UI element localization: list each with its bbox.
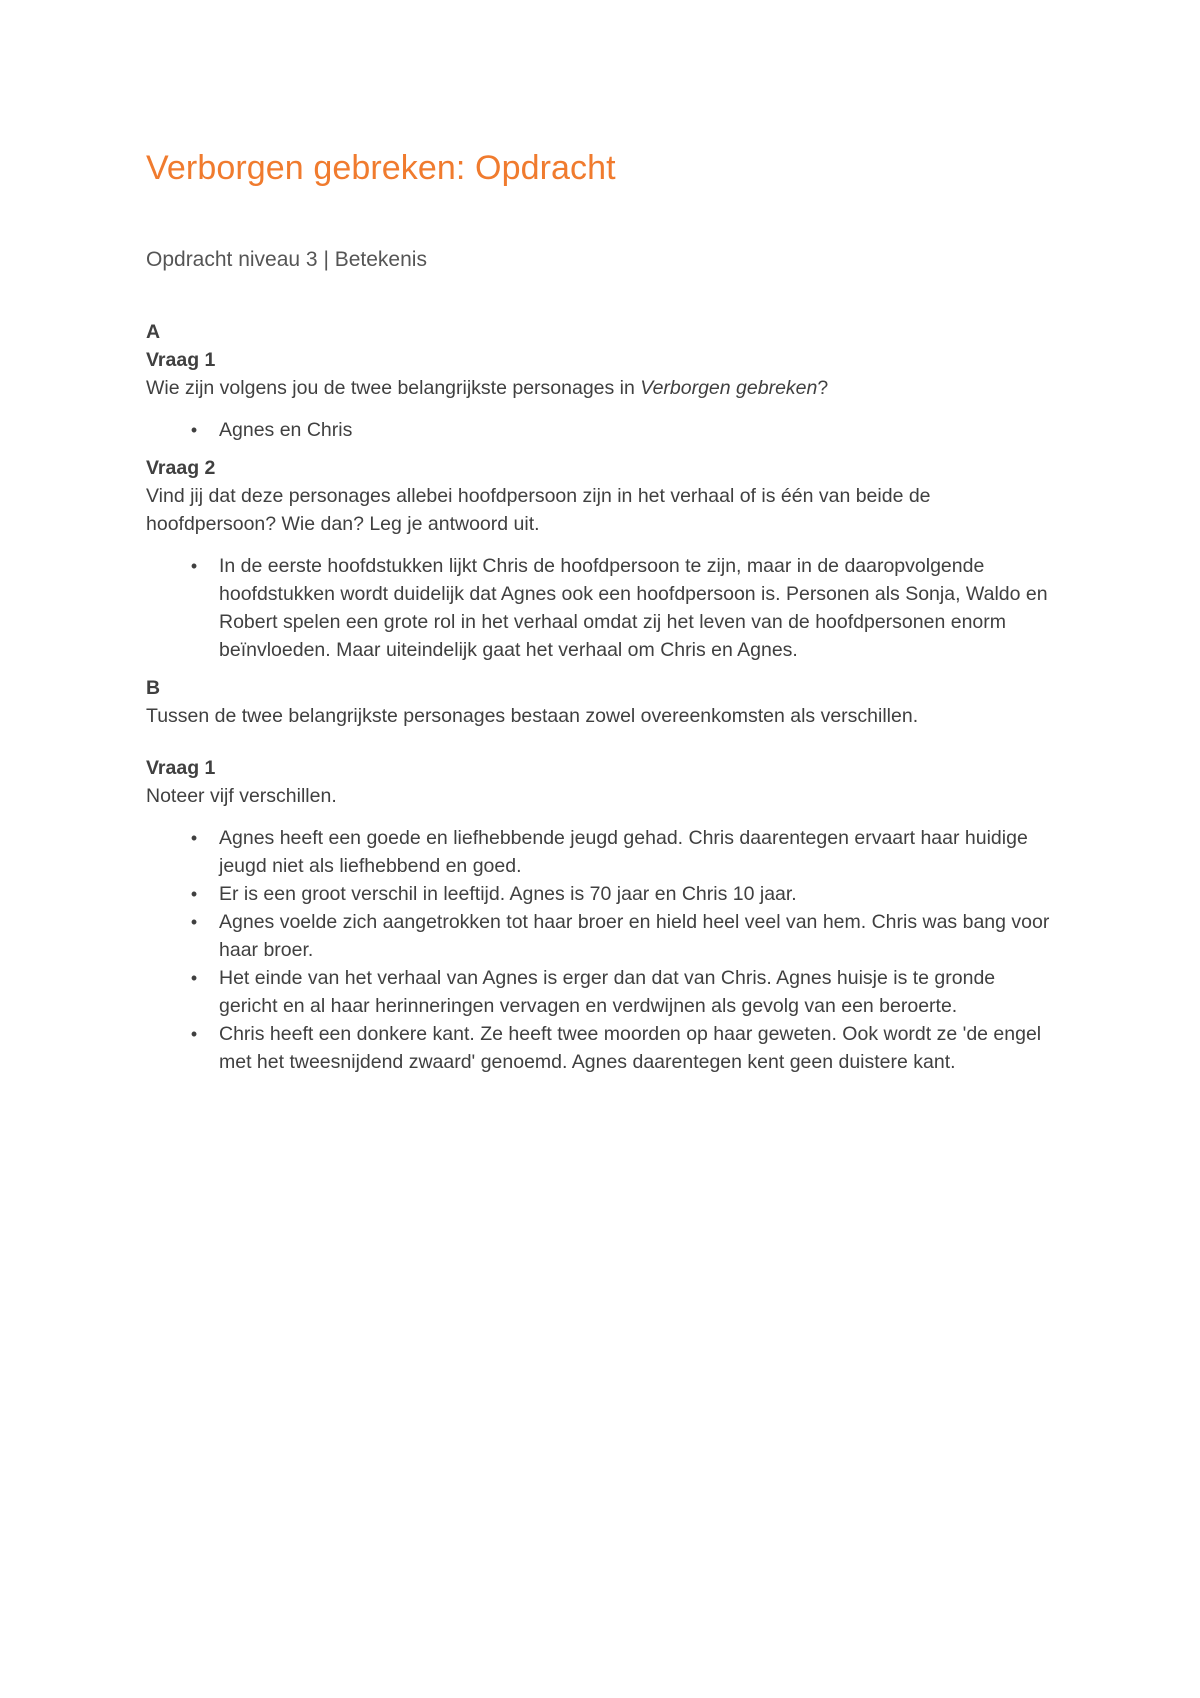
section-a-letter: A — [146, 321, 161, 343]
section-b-vraag1-label: Vraag 1 — [146, 757, 216, 779]
document-subtitle: Opdracht niveau 3 | Betekenis — [146, 248, 427, 271]
section-a-vraag1-text — [146, 374, 1050, 402]
section-a-vraag1-answers — [146, 416, 1050, 444]
bullet-icon: • — [190, 420, 198, 440]
answer-text: Er is een groot verschil in leeftijd. Agnes is 70 jaar en Chris 10 jaar. — [219, 883, 797, 905]
section-b-letter: B — [146, 677, 161, 699]
answer-item — [146, 880, 1050, 908]
bullet-icon: • — [190, 828, 198, 848]
section-a-vraag1-label: Vraag 1 — [146, 349, 216, 371]
answer-text: Agnes en Chris — [219, 419, 353, 441]
answer-text: Agnes voelde zich aangetrokken tot haar broer en hield heel veel van hem. Chris was bang voor haar broer. — [219, 911, 1050, 961]
section-a — [146, 318, 1050, 664]
answer-item — [146, 824, 1050, 880]
bullet-icon: • — [190, 912, 198, 932]
question-text-part: Wie zijn volgens jou de twee belangrijkste personages in — [146, 377, 641, 399]
answer-item — [146, 552, 1050, 664]
bullet-icon: • — [190, 884, 198, 904]
question-text-part: ? — [817, 377, 829, 399]
section-b-intro: Tussen de twee belangrijkste personages bestaan zowel overeenkomsten als verschillen. — [146, 705, 919, 727]
answer-text: Het einde van het verhaal van Agnes is erger dan dat van Chris. Agnes huisje is te gronde gericht en al haar herinneringen vervagen en verdwijnen als gevolg van een beroerte. — [219, 967, 996, 1017]
bullet-icon: • — [190, 556, 198, 576]
bullet-icon: • — [190, 968, 198, 988]
section-a-vraag2-answers — [146, 552, 1050, 664]
section-b-vraag1-answers — [146, 824, 1050, 1076]
answer-text: Chris heeft een donkere kant. Ze heeft twee moorden op haar geweten. Ook wordt ze 'de engel met het tweesnijdend zwaard' genoemd. Agnes daarentegen kent geen duistere kant. — [219, 1023, 1042, 1073]
bullet-icon: • — [190, 1024, 198, 1044]
section-b-vraag1-text: Noteer vijf verschillen. — [146, 785, 337, 807]
document-title: Verborgen gebreken: Opdracht — [146, 149, 616, 187]
answer-text: In de eerste hoofdstukken lijkt Chris de hoofdpersoon te zijn, maar in de daaropvolgende hoofdstukken wordt duidelijk dat Agnes ook een hoofdpersoon is. Personen als Sonja, Waldo en Robert spelen een grote rol in het verhaal omdat zij het leven van de hoofdpersonen enorm beïnvloeden. Maar uiteindelijk gaat het verhaal om Chris en Agnes. — [219, 555, 1048, 661]
answer-item — [146, 964, 1050, 1020]
answer-text: Agnes heeft een goede en liefhebbende jeugd gehad. Chris daarentegen ervaart haar huidige jeugd niet als liefhebbend en goed. — [219, 827, 1028, 877]
section-b — [146, 674, 1050, 1076]
section-a-vraag2-text: Vind jij dat deze personages allebei hoofdpersoon zijn in het verhaal of is één van beide de hoofdpersoon? Wie dan? Leg je antwoord uit. — [146, 485, 931, 535]
answer-item — [146, 1020, 1050, 1076]
section-a-vraag2-label: Vraag 2 — [146, 457, 216, 479]
answer-item — [146, 908, 1050, 964]
answer-item — [146, 416, 1050, 444]
book-title-italic: Verborgen gebreken — [640, 377, 818, 399]
